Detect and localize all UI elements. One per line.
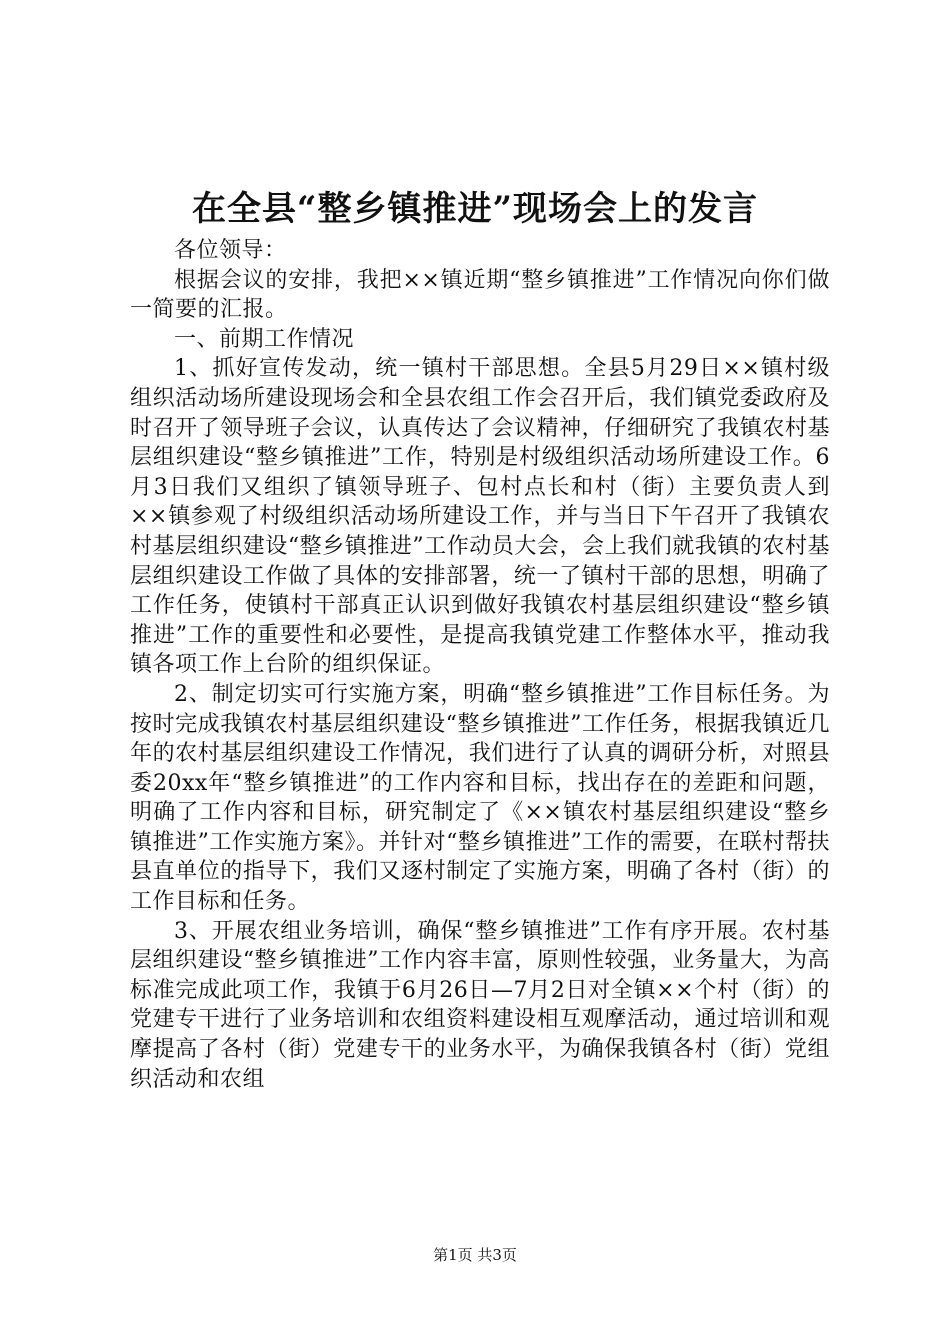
section-heading: 一、前期工作情况 [174, 326, 355, 352]
paragraph-item-3: 3、开展农组业务培训，确保“整乡镇推进”工作有序开展。农村基层组织建设“整乡镇推进”工作内容丰富，原则性较强，业务量大，为高标准完成此项工作，我镇于6月26日—7月2日对全镇××个村（街）的党建专干进行了业务培训和农组资料建设相互观摩活动，通过培训和观摩提高了各村（街）党建专干的业务水平，为确保我镇各村（街）党组织活动和农组 [130, 918, 830, 1092]
document-title: 在全县“整乡镇推进”现场会上的发言 [191, 189, 759, 229]
document-body [130, 236, 830, 1094]
page-footer: 第1页 共3页 [433, 1246, 517, 1264]
paragraph-item-1: 1、抓好宣传发动，统一镇村干部思想。全县5月29日××镇村级组织活动场所建设现场会和全县农组工作会召开后，我们镇党委政府及时召开了领导班子会议，认真传达了会议精神，仔细研究了我镇农村基层组织建设“整乡镇推进”工作，特别是村级组织活动场所建设工作。6月3日我们又组织了镇领导班子、包村点长和村（街）主要负责人到××镇参观了村级组织活动场所建设工作，并与当日下午召开了我镇农村基层组织建设“整乡镇推进”工作动员大会，会上我们就我镇的农村基层组织建设工作做了具体的安排部署，统一了镇村干部的思想，明确了工作任务，使镇村干部真正认识到做好我镇农村基层组织建设“整乡镇推进”工作的重要性和必要性，是提高我镇党建工作整体水平，推动我镇各项工作上台阶的组织保证。 [130, 356, 830, 678]
paragraph-salutation: 各位领导： [174, 238, 287, 263]
paragraph-intro: 根据会议的安排，我把××镇近期“整乡镇推进”工作情况向你们做一简要的汇报。 [130, 267, 830, 323]
paragraph-item-2: 2、制定切实可行实施方案，明确“整乡镇推进”工作目标任务。为按时完成我镇农村基层组织建设“整乡镇推进”工作任务，根据我镇近几年的农村基层组织建设工作情况，我们进行了认真的调研分析，对照县委20xx年“整乡镇推进”的工作内容和目标，找出存在的差距和问题，明确了工作内容和目标，研究制定了《××镇农村基层组织建设“整乡镇推进”工作实施方案》。并针对“整乡镇推进”工作的需要，在联村帮扶县直单位的指导下，我们又逐村制定了实施方案，明确了各村（街）的工作目标和任务。 [130, 681, 830, 915]
